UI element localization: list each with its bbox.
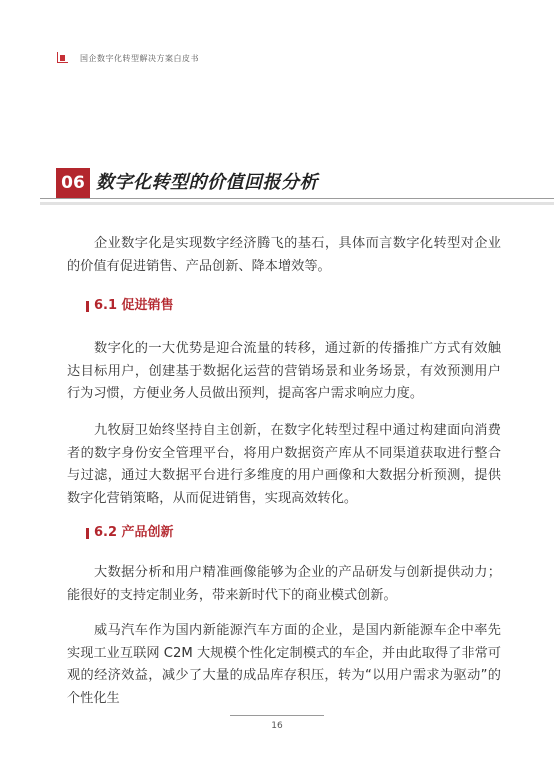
intro-paragraph: 企业数字化是实现数字经济腾飞的基石，具体而言数字化转型对企业的价值有促进销售、产品创新、降本增效等。: [67, 236, 501, 274]
page-number: 16: [271, 721, 283, 731]
subhead-6-2: 6.2 产品创新: [94, 525, 174, 540]
section-title: 数字化转型的价值回报分析: [96, 172, 318, 193]
title-underline: [40, 198, 554, 199]
s2-paragraph-1: 大数据分析和用户精准画像能够为企业的产品研发与创新提供动力；能很好的支持定制业务，带来新时代下的商业模式创新。: [67, 565, 501, 603]
section-title-bar: [0, 168, 554, 202]
header-mark-icon: [57, 52, 68, 63]
subhead-marker-icon: [86, 301, 89, 312]
subhead-marker-icon: [86, 528, 89, 539]
s1-paragraph-2: 九牧厨卫始终坚持自主创新，在数字化转型过程中通过构建面向消费者的数字身份安全管理平台，将用户数据资产库从不同渠道获取进行整合与过滤，通过大数据平台进行多维度的用户画像和大数据分析预测，提供数字化营销策略，从而促进销售，实现高效转化。: [67, 423, 501, 506]
footer-line: [230, 715, 324, 716]
s1-paragraph-1: 数字化的一大优势是迎合流量的转移，通过新的传播推广方式有效触达目标用户，创建基于数据化运营的营销场景和业务场景，有效预测用户行为习惯，方便业务人员做出预判，提高客户需求响应力度。: [67, 341, 501, 401]
s2-paragraph-2: 威马汽车作为国内新能源汽车方面的企业，是国内新能源车企中率先实现工业互联网 C2M 大规模个性化定制模式的车企，并由此取得了非常可观的经济效益，减少了大量的成品库存积压，转为“以用户需求为驱动”的个性化生: [67, 623, 501, 706]
subhead-6-1: 6.1 促进销售: [94, 298, 174, 313]
section-number: 06: [56, 168, 90, 198]
running-header: 国企数字化转型解决方案白皮书: [80, 54, 199, 63]
title-shadow-bar: [40, 202, 554, 205]
